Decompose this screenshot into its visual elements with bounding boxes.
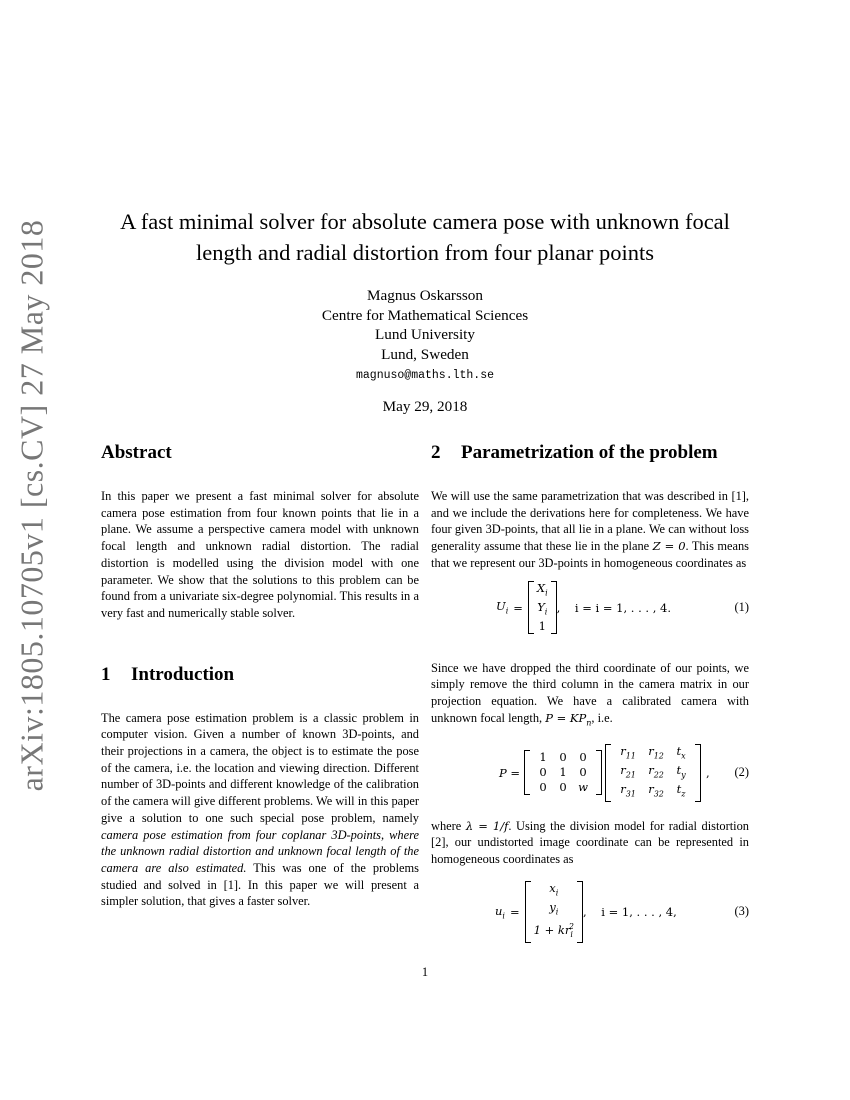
intro-text-a: The camera pose estimation problem is a classic problem in computer vision. Given a number of known 3D-points, and their projections in a camera, the object is to estimate the pose of the camera, i.e. the location and viewing direction. Different number of 3D-points and different knowledge of the calibration of the camera will give different problems. We will in this paper give a solution to one such special pose problem, namely (101, 710, 419, 825)
author-affiliation: Centre for Mathematical Sciences (321, 306, 529, 324)
rt-matrix-cell: $t_z$ (676, 782, 686, 799)
arxiv-id: arXiv:1805.10705v1 [cs.CV] 27 May 2018 (13, 219, 50, 791)
rt-matrix-cell: $t_y$ (676, 762, 686, 780)
equation-3: $u_i$ = $x_i$ $y_i$ $1 + kr_i^2$ , i = 1, . . . , 4, (3) (431, 882, 749, 942)
equation-1: $U_i$ = $X_i$ $Y_i$ 1 , i = i = 1, . . . , 4. (1) (496, 580, 749, 634)
eq3-number: (3) (734, 904, 749, 919)
author-email: magnuso@maths.lth.se (355, 369, 495, 382)
k-matrix-cell: 0 (539, 765, 547, 780)
rt-matrix-cell: $r_{12}$ (648, 743, 664, 760)
intro-section-number: 1 (101, 663, 111, 685)
equation-2 (431, 742, 749, 804)
eq2-tail: , (706, 765, 710, 780)
title-line-2: length and radial distortion from four planar points (195, 240, 655, 265)
eq3-entry-y: $y_i$ (549, 900, 559, 917)
eq3-vector (525, 881, 583, 943)
k-matrix-cell: 0 (579, 765, 587, 780)
section2-para3 (431, 818, 749, 868)
eq2-k-matrix (524, 750, 602, 795)
rt-matrix-cell: $r_{22}$ (648, 762, 664, 780)
abstract-text: In this paper we present a fast minimal solver for absolute camera pose estimation from four known points that lie in a plane. We assume a perspective camera model with unknown focal length and unknown radial distortion. The radial distortion is modelled using the division model with one parameter. We show that the solutions to this problem can be found from a univariate six-degree polynomial. This results in a very fast and numerically stable solver. (101, 489, 419, 620)
section2-para2-b: , i.e. (591, 710, 613, 725)
eq1-number: (1) (734, 600, 749, 615)
eq1-entry-x: $X_i$ (536, 580, 548, 598)
title-line-1: A fast minimal solver for absolute camera pose with unknown focal (120, 209, 730, 234)
k-matrix-cell: 0 (539, 780, 547, 795)
section2-number: 2 (431, 442, 441, 463)
author-block (225, 286, 625, 384)
eq2-rt-matrix (605, 744, 701, 802)
intro-text-b: This was one of the problems studied and solved in [1]. In this paper we will present a simpler solution, that gives a faster solver. (101, 860, 420, 909)
page-number: 1 (421, 965, 429, 979)
eq2-number: (2) (734, 765, 749, 780)
eq1-lhs: $U_i$ (496, 599, 509, 616)
arxiv-sidebar-stamp (13, 219, 50, 791)
rt-matrix-cell: $r_{11}$ (620, 743, 636, 760)
intro-heading (101, 662, 419, 688)
eq2-lhs: P = (499, 765, 521, 780)
intro-text (101, 710, 419, 910)
k-matrix-cell: w (578, 780, 588, 795)
section2-para2-a: Since we have dropped the third coordinate of our points, we simply remove the third column in the camera matrix in our projection equation. We have a calibrated camera with unknown focal length, (431, 660, 749, 725)
section2-para1-b: . This means that we represent our 3D-points in homogeneous coordinates as (431, 539, 749, 570)
eq3-entry-third: $1 + kr_i^2$ (533, 922, 575, 940)
section2-para3-a: where (431, 818, 466, 833)
eq3-lhs: $u_i$ (495, 903, 505, 920)
intro-text-italic: camera pose estimation from four coplanar 3D-points, where the unknown radial distortion and unknown focal length of the camera are also estimated. (101, 827, 419, 875)
author-location: Lund, Sweden (381, 345, 469, 363)
plane-equation: Z = 0 (652, 539, 686, 554)
section2-para3-b: . Using the division model for radial distortion [2], our undistorted image coordinate can be represented in homogeneous coordinates as (431, 818, 750, 867)
section2-para2 (431, 660, 749, 732)
rt-matrix-cell: $r_{31}$ (620, 782, 636, 799)
eq1-vector (528, 581, 557, 635)
k-matrix-cell: 0 (559, 750, 567, 765)
author-university: Lund University (375, 326, 475, 343)
eq3-entry-x: $x_i$ (549, 880, 559, 898)
section2-heading (431, 440, 749, 466)
eq3-tail: , i = 1, . . . , 4, (583, 904, 677, 919)
k-matrix-cell: 0 (559, 780, 567, 795)
eq1-entry-y: $Y_i$ (537, 600, 548, 617)
paper-title (80, 206, 770, 268)
right-column (431, 440, 749, 942)
rt-matrix-cell: $r_{32}$ (648, 782, 664, 799)
abstract-heading: Abstract (101, 442, 172, 463)
rt-matrix-cell: $r_{21}$ (620, 762, 636, 780)
eq1-tail: , i = i = 1, . . . , 4. (556, 600, 672, 615)
section2-heading-text: Parametrization of the problem (461, 442, 718, 463)
left-column (101, 440, 419, 910)
paper-date: May 29, 2018 (382, 398, 468, 415)
section2-para1-a: We will use the same parametrization that was described in [1], and we include the derivations here for completeness. We have four given 3D-points, that all lie in a plane. We can without loss generality assume that these lie in the plane (431, 489, 749, 554)
intro-heading-text: Introduction (131, 663, 235, 685)
k-matrix-cell: 1 (559, 765, 567, 780)
k-matrix-cell: 1 (539, 750, 547, 765)
rt-matrix-cell: $t_x$ (676, 743, 686, 760)
author-name: Magnus Oskarsson (366, 287, 483, 304)
eq1-entry-one: 1 (538, 619, 546, 634)
k-matrix-cell: 0 (579, 750, 587, 765)
lambda-equation: λ = 1/f (465, 818, 509, 833)
section2-para1 (431, 488, 749, 572)
camera-equation: $P = KP_n$ (545, 710, 592, 727)
